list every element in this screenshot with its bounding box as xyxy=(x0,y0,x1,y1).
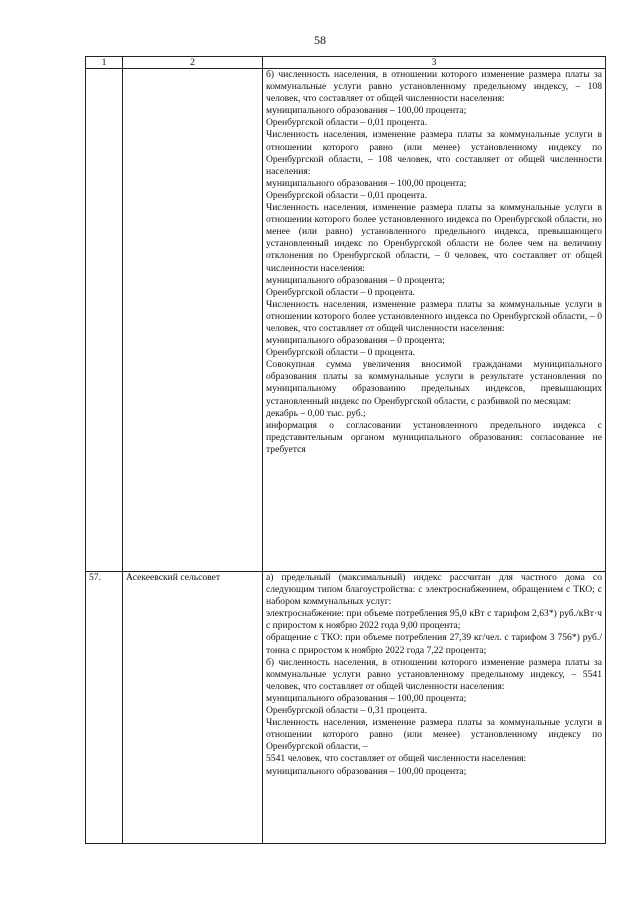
content-paragraph: Оренбургской области – 0,01 процента. xyxy=(266,117,427,129)
content-paragraph: Оренбургской области – 0,01 процента. xyxy=(266,189,427,201)
content-paragraph: обращение с ТКО: при объеме потребления 27,39 кг/чел. с тарифом 3 756*) руб./тонна с приростом к ноябрю 2022 года 7,22 процента; xyxy=(266,632,602,656)
content-paragraph: муниципального образования – 100,00 процента; xyxy=(266,177,467,189)
municipality-name: Асекеевский сельсовет xyxy=(123,572,263,844)
content-paragraph: информация о согласовании установленного предельного индекса с представительным органом муниципального образования: согласование не требуется xyxy=(266,419,602,455)
content-paragraph: муниципального образования – 100,00 процента; xyxy=(266,765,467,777)
header-cell-1: 1 xyxy=(86,57,123,69)
municipality-name xyxy=(123,69,263,572)
content-paragraph: б) численность населения, в отношении которого изменение размера платы за коммунальные услуги равно установленному предельному индексу, – 5541 человек, что составляет от общей численности населения: xyxy=(266,656,602,692)
document-table xyxy=(85,56,606,844)
content-paragraph: 5541 человек, что составляет от общей численности населения: xyxy=(266,753,527,765)
content-paragraph: декабрь – 0,00 тыс. руб.; xyxy=(266,407,366,419)
content-paragraph: муниципального образования – 0 процента; xyxy=(266,335,445,347)
content-paragraph: Численность населения, изменение размера платы за коммунальные услуги в отношении которого более установленного индекса по Оренбургской области, – 0 человек, что составляет от общей численности населения: xyxy=(266,298,602,334)
page-number: 58 xyxy=(314,33,326,47)
content-paragraph: муниципального образования – 0 процента; xyxy=(266,274,445,286)
content-paragraph: Численность населения, изменение размера платы за коммунальные услуги в отношении которого равно (или менее) установленному индексу по Оренбургской области, – 108 человек, что составляет от общей численности населения: xyxy=(266,129,602,177)
header-cell-2: 2 xyxy=(123,57,263,69)
content-paragraph: муниципального образования – 100,00 процента; xyxy=(266,692,467,704)
content-paragraph: б) численность населения, в отношении которого изменение размера платы за коммунальные услуги равно установленному предельному индексу, – 108 человек, что составляет от общей численности населения: xyxy=(266,69,602,105)
content-paragraph: Численность населения, изменение размера платы за коммунальные услуги в отношении которого равно (или менее) установленному индексу по Оренбургской области, – xyxy=(266,717,602,753)
content-paragraph: Совокупная сумма увеличения вносимой гражданами муниципального образования платы за коммунальные услуги в результате установления по муниципальному образованию предельных индексов, превышающих установленный индекс по Оренбургской области, с разбивкой по месяцам: xyxy=(266,359,602,407)
content-paragraph: муниципального образования – 100,00 процента; xyxy=(266,105,467,117)
row-number: 57. xyxy=(86,572,123,844)
content-paragraph: Оренбургской области – 0 процента. xyxy=(266,286,416,298)
content-paragraph: Численность населения, изменение размера платы за коммунальные услуги в отношении которого более установленного индекса по Оренбургской области, но менее (или равно) установленного предельного индекса, превышающего установленный индекс по Оренбургской области не более чем на величину отклонения по Оренбургской области, – 0 человек, что составляет от общей численности населения: xyxy=(266,202,602,274)
table-header-row xyxy=(86,57,606,69)
row-content xyxy=(263,572,606,844)
content-paragraph: Оренбургской области – 0 процента. xyxy=(266,347,416,359)
header-cell-3: 3 xyxy=(263,57,606,69)
row-content xyxy=(263,69,606,572)
content-paragraph: Оренбургской области – 0,31 процента. xyxy=(266,705,427,717)
content-paragraph: а) предельный (максимальный) индекс рассчитан для частного дома со следующим типом благоустройства: с электроснабжением, обращением с ТКО; с набором коммунальных услуг: xyxy=(266,572,602,608)
table-row xyxy=(86,69,606,572)
table-row xyxy=(86,572,606,844)
row-number xyxy=(86,69,123,572)
content-paragraph: электроснабжение: при объеме потребления 95,0 кВт с тарифом 2,63*) руб./кВт·ч с приростом к ноябрю 2022 года 9,00 процента; xyxy=(266,608,602,632)
